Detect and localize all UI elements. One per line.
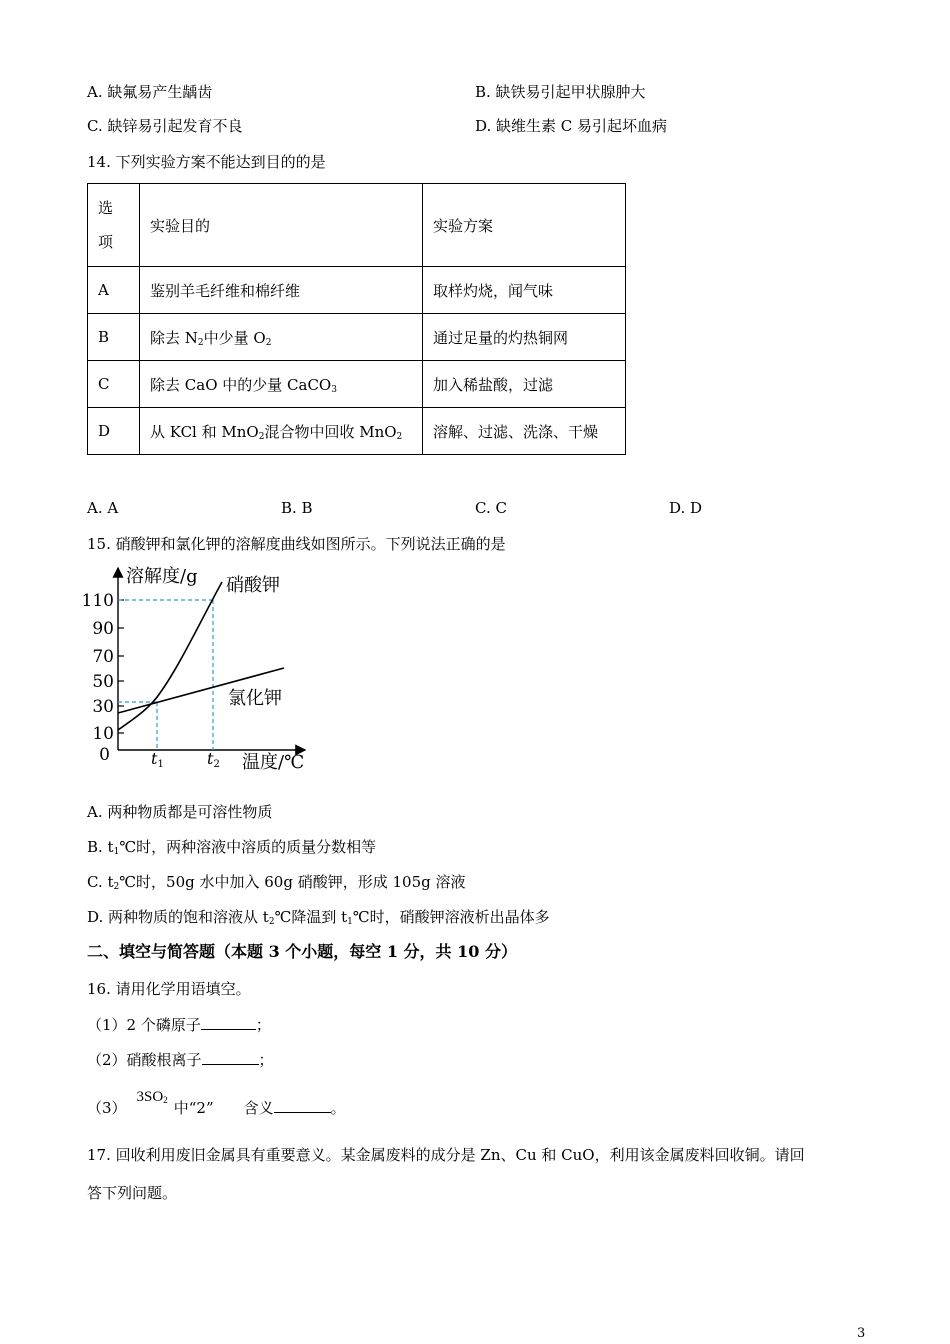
y-tick-label: 90 [92, 619, 114, 639]
q13-option-c: C. 缺锌易引起发育不良 [87, 117, 243, 135]
kno3-curve [118, 582, 222, 730]
row-option: D [88, 408, 140, 455]
table-row [88, 267, 626, 314]
x-tick-t2: t2 [207, 749, 220, 770]
q14-option-d: D. D [669, 499, 703, 517]
series-label-kno3: 硝酸钾 [226, 575, 280, 596]
row-plan: 取样灼烧，闻气味 [423, 267, 626, 314]
q16-part3: $(3)3SO_2$ 中“2” 含义 。 [87, 1089, 346, 1117]
q13-option-d: D. 缺维生素 C 易引起坏血病 [475, 117, 668, 135]
formula-3so2: $3SO_2$ [136, 1089, 168, 1105]
row-option: B [88, 314, 140, 361]
q14-option-a: A. A [87, 499, 119, 517]
y-tick-label: 10 [92, 724, 114, 744]
q13-option-a: A. 缺氟易产生龋齿 [87, 83, 213, 101]
q14-option-b: B. B [281, 499, 313, 517]
table-row [88, 408, 626, 455]
q16-stem: 16. 请用化学用语填空。 [87, 980, 251, 998]
q14-stem: 14. 下列实验方案不能达到目的的是 [87, 153, 326, 171]
table-header-row [88, 184, 626, 267]
y-tick-label: 30 [92, 697, 114, 717]
q15-option-b: B. $t_1℃$时，两种溶液中溶质的质量分数相等 [87, 838, 377, 857]
table-row [88, 314, 626, 361]
q15-option-c: C. $t_2℃$时，50g 水中加入 60g 硝酸钾，形成 105g 溶液 [87, 873, 466, 892]
row-purpose: 从 KCl 和 MnO$_2$混合物中回收 MnO$_2$ [140, 408, 423, 455]
q17-line1: 17. 回收利用废旧金属具有重要意义。某金属废料的成分是 Zn、Cu 和 CuO，利用该金属废料回收铜。请回 [87, 1146, 805, 1164]
y-tick-label: 0 [99, 745, 110, 765]
row-purpose: 鉴别羊毛纤维和棉纤维 [140, 267, 423, 314]
row-plan: 加入稀盐酸，过滤 [423, 361, 626, 408]
y-axis-label: 溶解度/g [126, 566, 198, 587]
section-title: 二、填空与简答题（本题 3 个小题，每空 1 分，共 10 分） [87, 942, 517, 961]
row-plan: 通过足量的灼热铜网 [423, 314, 626, 361]
answer-blank[interactable] [201, 1014, 256, 1030]
page-number: 3 [857, 1326, 866, 1341]
x-axis-label: 温度/℃ [242, 752, 305, 773]
series-label-kcl: 氯化钾 [228, 688, 282, 709]
row-plan: 溶解、过滤、洗涤、干燥 [423, 408, 626, 455]
q15-option-d: D. 两种物质的饱和溶液从 $t_2℃$降温到 $t_1℃$时，硝酸钾溶液析出晶体多 [87, 908, 550, 927]
x-tick-t1: t1 [151, 749, 164, 770]
row-option: C [88, 361, 140, 408]
q16-part2: （2）硝酸根离子 ； [87, 1051, 274, 1069]
experiment-table [87, 183, 626, 455]
q15-option-a: A. 两种物质都是可溶性物质 [87, 803, 273, 821]
header-plan: 实验方案 [423, 184, 626, 267]
table-row [88, 361, 626, 408]
q13-option-b: B. 缺铁易引起甲状腺肿大 [475, 83, 646, 101]
answer-blank[interactable] [274, 1097, 331, 1113]
header-purpose: 实验目的 [140, 184, 423, 267]
row-purpose: 除去 $N_2$中少量 $O_2$ [140, 314, 423, 361]
y-tick-label: 110 [81, 591, 114, 611]
q14-option-c: C. C [475, 499, 507, 517]
row-option: A [88, 267, 140, 314]
y-tick-label: 50 [92, 672, 114, 692]
answer-blank[interactable] [202, 1049, 259, 1065]
header-option: 选 项 [88, 184, 140, 267]
row-purpose: 除去 CaO 中的少量 CaCO$_3$ [140, 361, 423, 408]
q15-stem: 15. 硝酸钾和氯化钾的溶解度曲线如图所示。下列说法正确的是 [87, 535, 506, 553]
y-tick-label: 70 [92, 647, 114, 667]
q16-part1: （1）2 个磷原子 ； [87, 1016, 271, 1034]
q17-line2: 答下列问题。 [87, 1184, 178, 1202]
solubility-curve-figure [80, 560, 320, 780]
